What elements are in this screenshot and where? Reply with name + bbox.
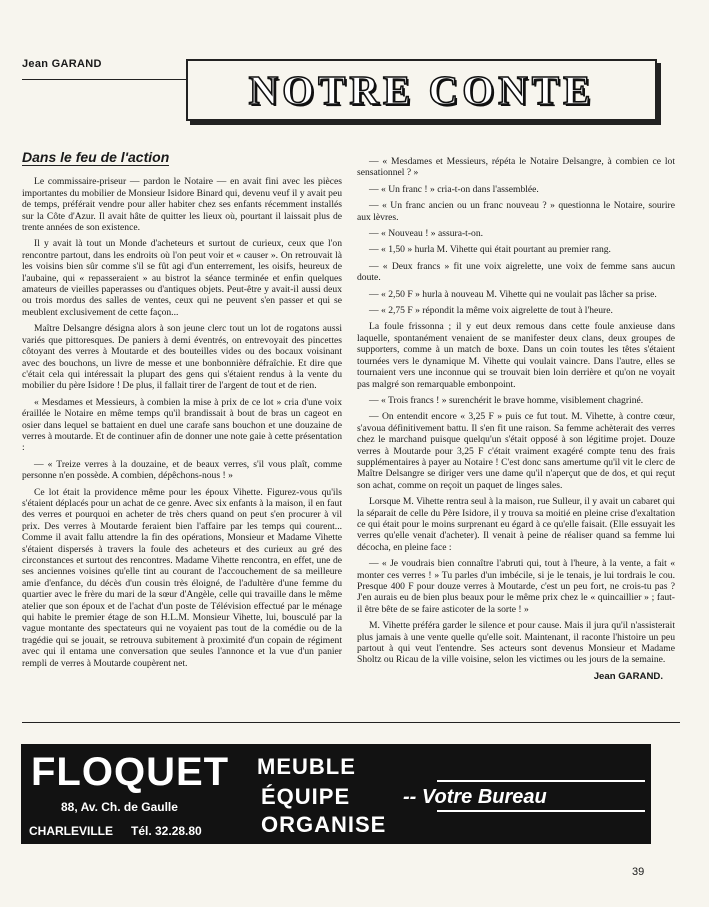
page-number: 39 <box>632 866 645 878</box>
bottom-rule <box>22 722 680 723</box>
ad-address: 88, Av. Ch. de Gaulle <box>61 800 178 814</box>
paragraph: — « 2,75 F » répondit la même voix aigrelette de tout à l'heure. <box>369 305 613 317</box>
paragraph: — « Un franc ! » cria-t-on dans l'assemblée. <box>369 183 539 195</box>
paragraph: Maître Delsangre désigna alors à son jeune clerc tout un lot de rogatons aussi variés que pittoresques. De paniers à demi éventrés, on entrevoyait des pincettes côtoyant des verres à Moutarde et des bouteilles vides ou des bocaux voisinant avec des bouchons, un livre de messe et une bonbonnière défraîchie. Et dire que c'était cela qui intéressait la plupart des gens qui s'étaient rendus à la vente du mobilier du père Isidore ! De plus, il fallait tirer de l'argent de tout et de rien. <box>22 323 342 392</box>
paragraph: Il y avait là tout un Monde d'acheteurs et surtout de curieux, ceux que l'on rencontre partout, dans les endroits où l'on peut voir et « causer ». On retrouvait là les voisins bien sûr comme s'il se fût agi d'un enterrement, les oisifs, heureux de l'aubaine, qui « repasseraient » au bistrot la séance terminée et enfin quelques amateurs de vieilles paperasses ou d'antiques objets. Peut-être y avait-il aussi deux ou trois mordus des salles de ventes, ceux qui ne peuvent s'en passer et qui se meublent exclusivement de cette façon... <box>22 238 342 318</box>
ad-tagline: -- Votre Bureau <box>403 786 547 808</box>
advertisement <box>21 744 651 844</box>
paragraph: — « Trois francs ! » surenchérit le brave homme, visiblement chagriné. <box>369 394 644 406</box>
article-signature: Jean GARAND. <box>593 670 663 682</box>
article-column-right <box>357 156 675 682</box>
paragraph: — « Mesdames et Messieurs, répéta le Notaire Delsangre, à combien ce lot sensationnel ? » <box>357 156 675 179</box>
ad-verb: MEUBLE <box>257 754 356 779</box>
paragraph: « Mesdames et Messieurs, à combien la mise à prix de ce lot » cria d'une voix éraillée le Notaire en même temps qu'il brandissait à bout de bras un cageot en osier dans lequel se battaient en duel une carafe sans bouchon et une douzaine de verres à moutarde. Et de continuer afin de donner une note gaie à cette présentation : <box>22 396 342 454</box>
paragraph: — « Treize verres à la douzaine, et de beaux verres, s'il vous plaît, comme personne n'en possède. A combien, dépêchons-nous ! » <box>22 458 342 482</box>
paragraph: Lorsque M. Vihette rentra seul à la maison, rue Sulleur, il y avait un cabaret qui la séparait de celle du Père Isidore, il y trouva sa moitié en pleine crise d'exaltation ce qui était pour le moins surprenant eu égard à ce qu'elle faisait. (Elle essuyait les verres qu'elle venait d'acheter). Il venait à peine de réaliser quand sa femme lui décocha, en pleine face : <box>357 496 675 553</box>
ad-verb: ORGANISE <box>261 812 387 837</box>
ad-brand: FLOQUET <box>31 750 230 794</box>
paragraph: — « Nouveau ! » assura-t-on. <box>369 228 484 240</box>
paragraph: Le commissaire-priseur — pardon le Notaire — en avait fini avec les pièces importantes du mobilier de Monsieur Isidore Binard qui, devenu veuf il y avait peu de temps, préférait vendre pour aller habiter chez ses enfants récemment installés sur la Côte d'Azur. Il avait hâte de quitter les lieux où, pourtant il laissait plus de trente années de son existence. <box>22 176 342 234</box>
paragraph: — « 2,50 F » hurla à nouveau M. Vihette qui ne voulait pas lâcher sa prise. <box>369 288 657 300</box>
paragraph: — « Un franc ancien ou un franc nouveau ? » questionna le Notaire, sourire aux lèvres. <box>357 200 675 223</box>
author-byline: Jean GARAND <box>22 58 102 70</box>
paragraph: — « 1,50 » hurla M. Vihette qui était pourtant au premier rang. <box>369 244 611 256</box>
ad-phone: Tél. 32.28.80 <box>131 824 202 838</box>
paragraph: La foule frissonna ; il y eut deux remous dans cette foule anxieuse dans laquelle, spontanément venaient de se manifester deux clans, deux groupes de supporters, comme à un match de boxe. Dans un coin toutes les têtes s'étaient tournées vers le dynamique M. Vihette qui voulait vaincre. Dans l'autre, elles se tournaient vers une inconnue qui se trouvait bien loin derrière et qu'on ne voyait pas malgré son remarquable embonpoint. <box>357 321 675 390</box>
ad-verb: ÉQUIPE <box>261 784 351 809</box>
paragraph: Ce lot était la providence même pour les époux Vihette. Figurez-vous qu'ils s'étaient déplacés pour un achat de ce genre. Avec six enfants à la maison, il en faut des verres et pourquoi en acheter de très chers quand on peut s'en procurer à vil prix. Des verres à Moutarde feraient bien l'affaire par les temps qui courent... Comme il avait fallu attendre la fin des opérations, Monsieur et Madame Vihette s'étaient dispersés à travers la foule des acheteurs et des curieux au gré des circonstances et surtout des rencontres. Madame Vihette rencontra, en effet, une de ses anciennes voisines qu'elle tint au courant de l'accouchement de sa meilleure amie d'enfance, du décès d'un cousin très éloigné, de l'adultère d'une femme du quartier avec le frère du mari de la sœur d'Angèle, celle qui travaille dans le même atelier que son époux et de l'achat d'un poste de Télévision effectué par le ménage qui habite le premier étage de son H.L.M. Monsieur Vihette, lui, bousculé par la vague montante des spectateurs qui ne voyaient pas tout de la comédie ou de la tragédie qui se jouait, se retrouva subitement à proximité d'un copain de régiment avec qui il entama une conversation que seules l'annonce et la vue d'un panier rempli de verres à Moutarde coupèrent net. <box>22 486 342 669</box>
paragraph: — On entendit encore « 3,25 F » puis ce fut tout. M. Vihette, à contre cœur, s'avoua définitivement battu. Il s'en fit une raison. Sa femme achèterait des verres chez le marchand puisque quelqu'un s'était opposé à son légitime projet. Douze verres à Moutarde pour 3,25 F c'était vraiment exagéré compte tenu des frais supplémentaires à payer au Notaire ! C'est donc sans amertume qu'il vit le clerc de Maître Delsangre se diriger vers une dame qu'il n'aperçut que de dos, et qui reçut son achat, comme on reçoit un paquet de linges sales. <box>357 411 675 491</box>
paragraph: — « Je voudrais bien connaître l'abruti qui, tout à l'heure, à la vente, a fait « monter ces verres ! » Tu parles d'un imbécile, si je le tenais, je lui tordrais le cou. Presque 400 F pour douze verres à Moutarde, c'est un peu fort, ne crois-tu pas ? J'en aurais eu de bien plus beaux pour le même prix chez le « quincaillier » ; faut-il être bête de se faire asticoter de la sorte ! » <box>357 558 675 615</box>
paragraph: — « Deux francs » fit une voix aigrelette, une voix de femme sans aucun doute. <box>357 260 675 284</box>
paragraph: M. Vihette préféra garder le silence et pour cause. Mais il jura qu'il n'assisterait plus jamais à une vente quelle qu'elle soit. Maintenant, il raconte l'histoire un peu partout à qui veut l'entendre. Ses acteurs sont devenus Monsieur et Madame Sholtz ou Ricau de la ville voisine, selon les victimes ou les jours de la semaine. <box>357 620 675 666</box>
article-column-left <box>22 149 342 674</box>
page-title: NOTRE CONTE <box>248 67 595 113</box>
article-heading: Dans le feu de l'action <box>22 149 170 165</box>
header-rule <box>22 79 194 80</box>
title-box <box>186 59 657 121</box>
ad-city: CHARLEVILLE <box>29 824 113 838</box>
